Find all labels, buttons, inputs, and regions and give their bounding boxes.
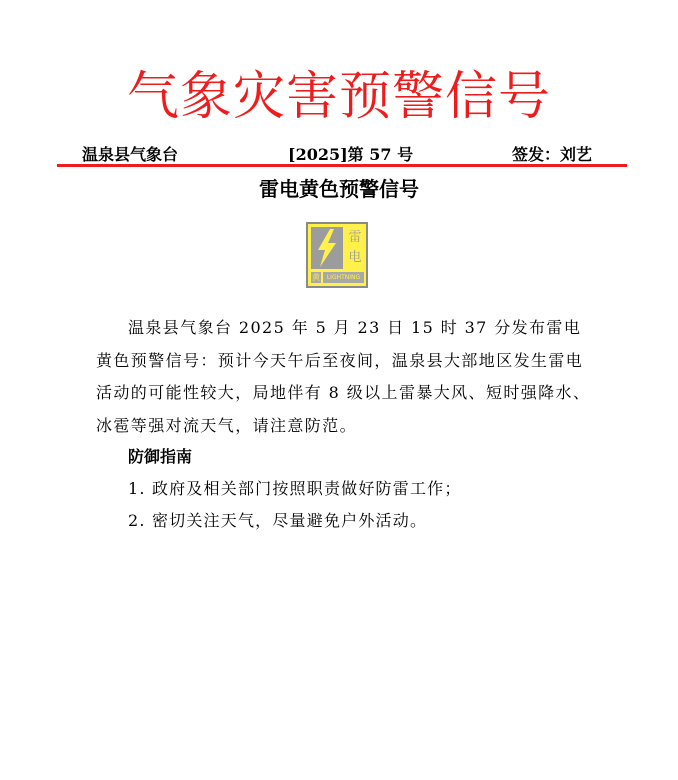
document-main-title: 气象灾害预警信号: [126, 67, 551, 127]
signer-block: [512, 144, 592, 166]
lightning-bolt-icon: [311, 227, 343, 269]
signer-label: 签发：: [511, 145, 560, 164]
lightning-yellow-signal-icon: [306, 222, 368, 288]
signal-english-label: LIGHTNING: [323, 272, 364, 283]
document-number: [2025]第 57 号: [288, 145, 414, 164]
signal-chars: [346, 227, 364, 269]
guide-heading: 防御指南: [128, 447, 193, 466]
warning-title: 雷电黄色预警信号: [259, 177, 419, 201]
signal-level-char: 黄: [312, 273, 320, 282]
signal-char-2: 电: [348, 250, 362, 265]
header-divider: [57, 164, 627, 167]
issuer-name: 温泉县气象台: [82, 145, 179, 164]
signer-name: 刘艺: [559, 145, 592, 164]
guide-item: 2. 密切关注天气，尽量避免户外活动。: [128, 511, 428, 530]
warning-body-text: 温泉县气象台 2025 年 5 月 23 日 15 时 37 分发布雷电黄色预警信号：预计今天午后至夜间，温泉县大部地区发生雷电活动的可能性较大，局地伴有 8 级以上雷暴大风、短时强降水、冰雹等强对流天气，请注意防范。: [96, 318, 591, 435]
guide-item: 1. 政府及相关部门按照职责做好防雷工作；: [128, 479, 462, 498]
signal-char-1: 雷: [348, 230, 362, 245]
